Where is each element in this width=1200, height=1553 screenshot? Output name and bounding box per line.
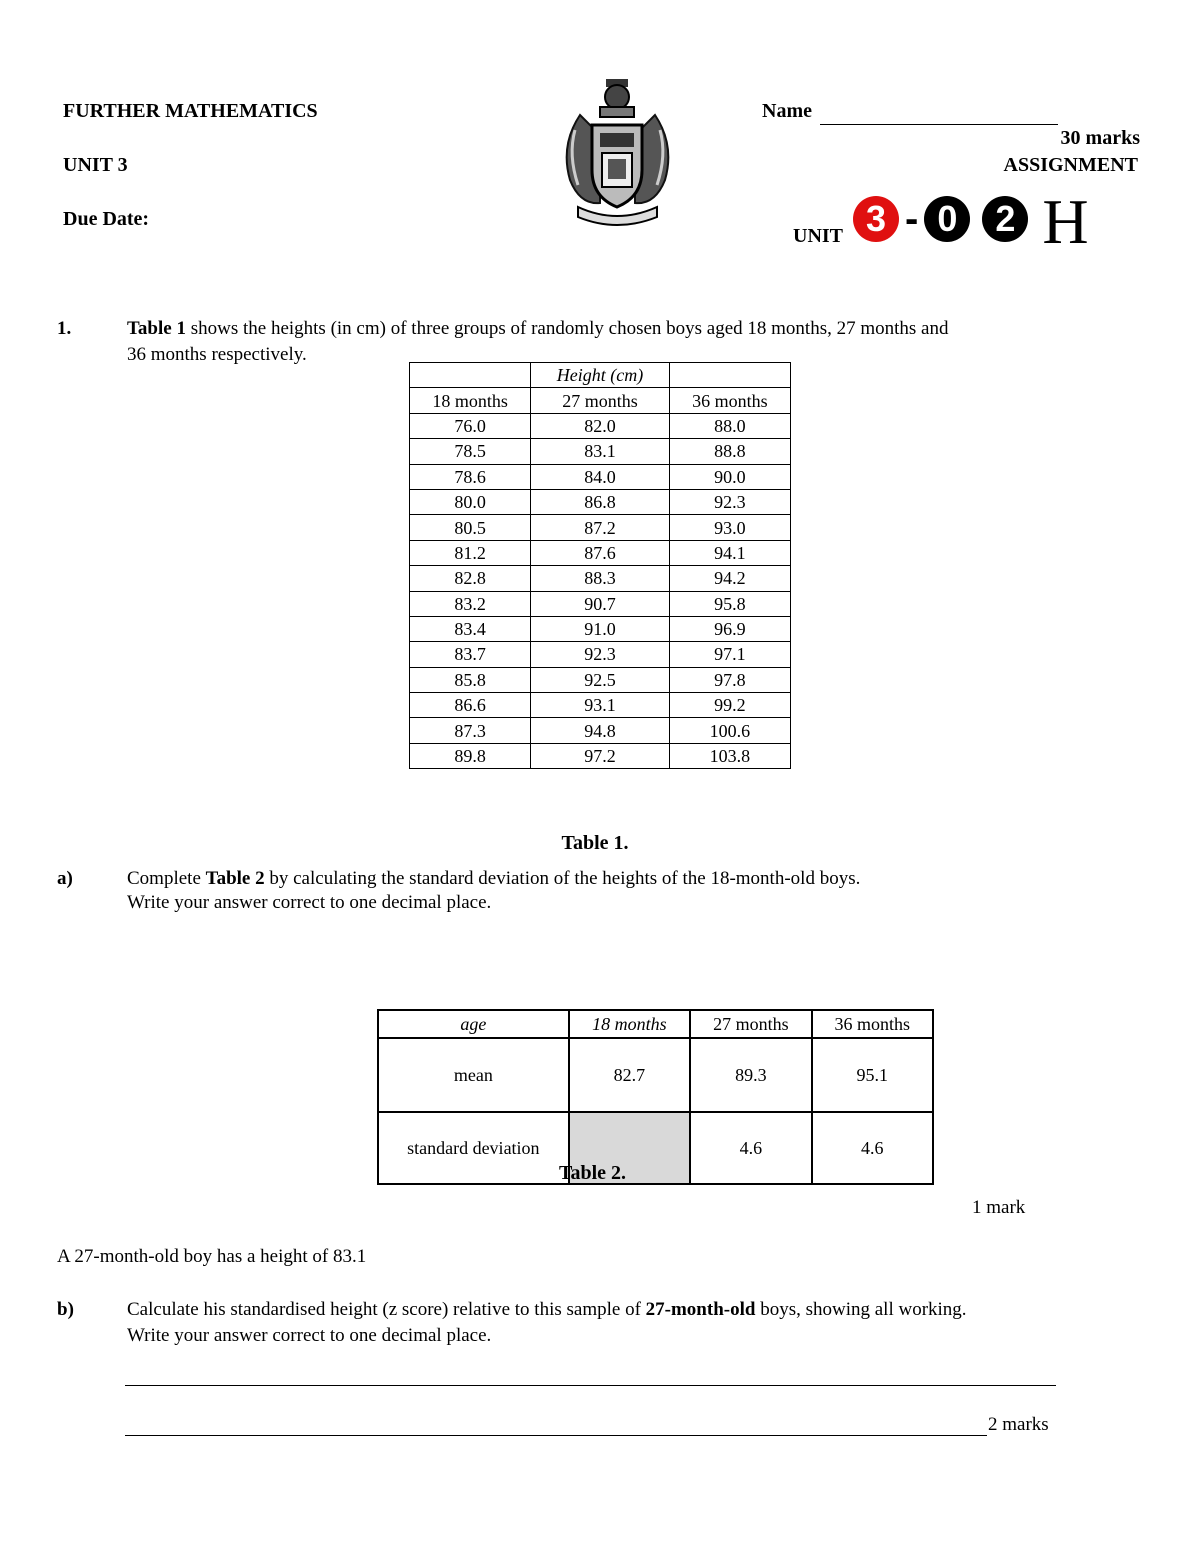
table2-header: 18 months [569, 1010, 690, 1038]
table-row [410, 616, 791, 641]
table-cell: 83.1 [531, 439, 670, 464]
table-cell: 85.8 [410, 667, 531, 692]
table-row [410, 489, 791, 514]
table2-header: age [378, 1010, 569, 1038]
unit-digit-3-badge: 3 [853, 196, 899, 242]
table-cell: 94.1 [669, 540, 790, 565]
part-b-label: b) [57, 1299, 74, 1320]
table1-empty-cell [410, 363, 531, 388]
table-cell: 90.7 [531, 591, 670, 616]
table-cell: 78.5 [410, 439, 531, 464]
question-intro-text: shows the heights (in cm) of three groups of randomly chosen boys aged 18 months, 27 months and [185, 318, 949, 339]
unit-digit-0-badge: 0 [924, 196, 970, 242]
table-cell: 83.2 [410, 591, 531, 616]
table-cell: 97.1 [669, 642, 790, 667]
table-row [410, 566, 791, 591]
part-a-text: Complete [127, 868, 206, 889]
part-a-line2: Write your answer correct to one decimal place. [127, 892, 492, 913]
table-cell: 92.3 [531, 642, 670, 667]
table-cell: 97.8 [669, 667, 790, 692]
table-cell: 83.7 [410, 642, 531, 667]
sd-27-months: 4.6 [690, 1112, 811, 1184]
table-cell: 92.3 [669, 489, 790, 514]
table-cell: 92.5 [531, 667, 670, 692]
unit-digit-2-badge: 2 [982, 196, 1028, 242]
part-b-bold: 27-month-old [645, 1299, 756, 1320]
table-cell: 86.6 [410, 693, 531, 718]
part-b-text: boys, showing all working. [755, 1299, 967, 1320]
part-a-marks: 1 mark [972, 1197, 1026, 1218]
table2-header: 27 months [690, 1010, 811, 1038]
table1-caption: Table 1. [561, 832, 629, 854]
mean-label: mean [378, 1038, 569, 1112]
table-cell: 91.0 [531, 616, 670, 641]
table-row [410, 439, 791, 464]
table-cell: 86.8 [531, 489, 670, 514]
table-cell: 87.2 [531, 515, 670, 540]
unit-label: UNIT 3 [63, 154, 128, 176]
part-b-marks: 2 marks [988, 1414, 1049, 1435]
table-cell: 87.3 [410, 718, 531, 743]
table-cell: 80.5 [410, 515, 531, 540]
part-b-line2: Write your answer correct to one decimal place. [127, 1325, 492, 1346]
table-cell: 82.8 [410, 566, 531, 591]
context-statement: A 27-month-old boy has a height of 83.1 [57, 1246, 367, 1267]
table-cell: 94.2 [669, 566, 790, 591]
unit-code [793, 186, 1089, 257]
answer-line[interactable] [125, 1435, 987, 1436]
mean-27-months: 89.3 [690, 1038, 811, 1112]
mean-18-months: 82.7 [569, 1038, 690, 1112]
table2-caption: Table 2. [558, 1162, 627, 1184]
table1-col-header: 27 months [531, 388, 670, 413]
table-cell: 99.2 [669, 693, 790, 718]
table-cell: 87.6 [531, 540, 670, 565]
table-cell: 89.8 [410, 743, 531, 768]
table1-col-header: 36 months [669, 388, 790, 413]
table-row [410, 693, 791, 718]
name-label: Name [762, 100, 812, 122]
table-row [410, 591, 791, 616]
table-cell: 81.2 [410, 540, 531, 565]
table-row [410, 540, 791, 565]
subject-title: FURTHER MATHEMATICS [63, 100, 318, 122]
sd-36-months: 4.6 [812, 1112, 933, 1184]
part-a-label: a) [57, 868, 73, 889]
part-a-text: by calculating the standard deviation of the heights of the 18-month-old boys. [264, 868, 861, 889]
table-cell: 83.4 [410, 616, 531, 641]
table-cell: 94.8 [531, 718, 670, 743]
part-a-bold: Table 2 [205, 868, 265, 889]
summary-table-wrapper [377, 1009, 935, 1158]
name-field[interactable] [820, 124, 1058, 125]
table-row [410, 464, 791, 489]
table-cell: 90.0 [669, 464, 790, 489]
total-marks: 30 marks [1060, 127, 1140, 149]
table1-col-header: 18 months [410, 388, 531, 413]
table1-group-header: Height (cm) [531, 363, 670, 388]
table-cell: 76.0 [410, 413, 531, 438]
sd-label: standard deviation [378, 1112, 569, 1184]
table-cell: 84.0 [531, 464, 670, 489]
table-cell: 97.2 [531, 743, 670, 768]
part-b-text: Calculate his standardised height (z score) relative to this sample of [127, 1299, 646, 1320]
summary-table [377, 1009, 934, 1185]
unit-code-suffix: H [1042, 186, 1089, 257]
table1-empty-cell [669, 363, 790, 388]
part-b-instruction [127, 1299, 967, 1321]
unit-code-dash: - [905, 197, 919, 241]
table-row [410, 642, 791, 667]
table-cell: 88.3 [531, 566, 670, 591]
table-row [410, 515, 791, 540]
part-a-instruction [127, 868, 860, 890]
table-cell: 95.8 [669, 591, 790, 616]
table2-header: 36 months [812, 1010, 933, 1038]
table-cell: 96.9 [669, 616, 790, 641]
table-cell: 80.0 [410, 489, 531, 514]
assignment-label: ASSIGNMENT [1003, 154, 1138, 176]
unit-code-label: UNIT [793, 225, 844, 247]
table-row [410, 413, 791, 438]
table-cell: 100.6 [669, 718, 790, 743]
question-intro-line2: 36 months respectively. [127, 344, 307, 365]
mean-36-months: 95.1 [812, 1038, 933, 1112]
due-date-label: Due Date: [63, 208, 150, 230]
table-cell: 93.0 [669, 515, 790, 540]
table-row [410, 718, 791, 743]
table-cell: 103.8 [669, 743, 790, 768]
table-row [410, 667, 791, 692]
table-cell: 88.0 [669, 413, 790, 438]
table-cell: 82.0 [531, 413, 670, 438]
answer-line[interactable] [125, 1385, 1056, 1386]
heights-table [409, 362, 791, 769]
question-number: 1. [57, 318, 72, 339]
table-row [378, 1038, 933, 1112]
table-cell: 78.6 [410, 464, 531, 489]
table-cell: 93.1 [531, 693, 670, 718]
table-row [410, 743, 791, 768]
school-crest-icon [560, 75, 675, 225]
table-cell: 88.8 [669, 439, 790, 464]
question-intro [127, 318, 949, 340]
question-intro-bold: Table 1 [127, 318, 186, 339]
